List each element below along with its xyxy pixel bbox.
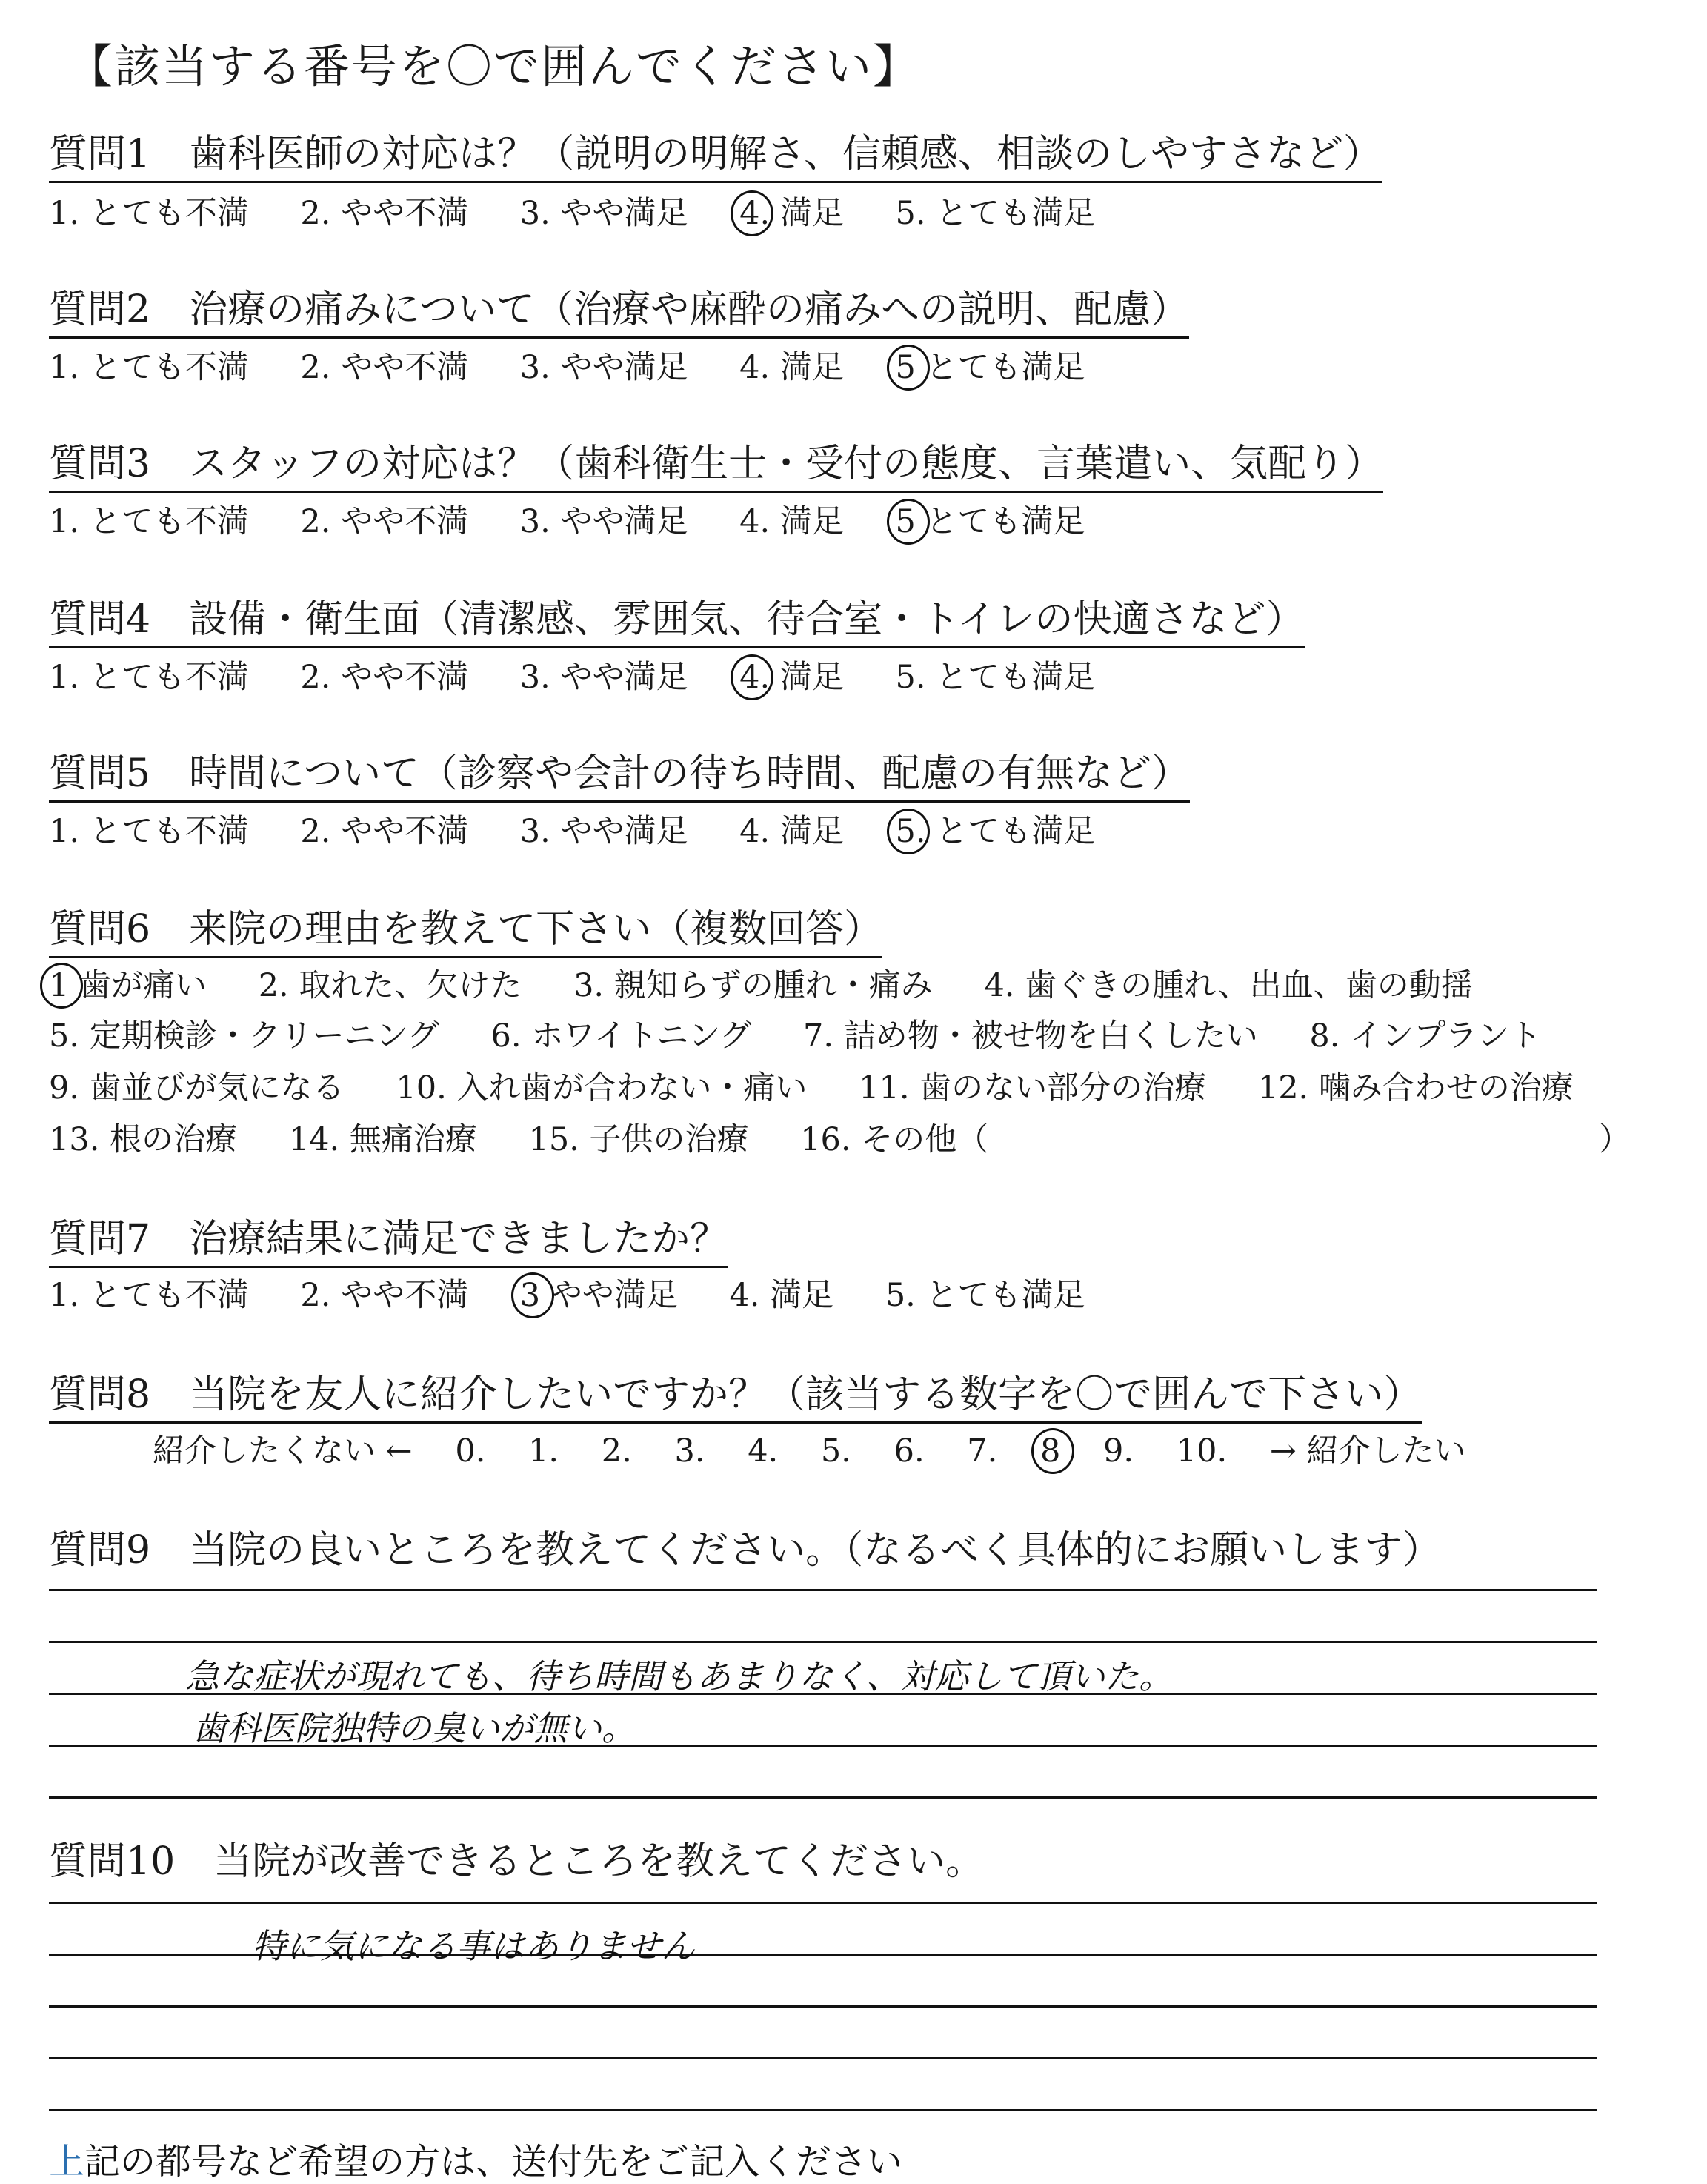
question-6-heading: 質問6 来院の理由を教えて下さい（複数回答） — [49, 907, 882, 958]
q2-option-4[interactable]: 4. 満足 — [739, 349, 844, 386]
q8-value-4[interactable]: 4. — [748, 1433, 779, 1470]
q6-option-1-circled[interactable]: 1 歯が痛い — [49, 967, 207, 1004]
q5-option-5-circled[interactable]: 5. とても満足 — [895, 813, 1096, 850]
q9-handwritten-answer-2: 歯科医院独特の臭いが無い。 — [193, 1708, 636, 1748]
question-1-options — [49, 194, 1137, 233]
q1-option-2[interactable]: 2. やや不満 — [300, 195, 469, 232]
question-2-heading: 質問2 治療の痛みについて（治療や麻酔の痛みへの説明、配慮） — [49, 288, 1189, 339]
question-7-options — [49, 1276, 1127, 1315]
q4-option-2[interactable]: 2. やや不満 — [300, 659, 469, 696]
q8-value-6[interactable]: 6. — [894, 1433, 925, 1470]
q10-answer-line-3 — [49, 2005, 1597, 2008]
q3-option-1[interactable]: 1. とても不満 — [49, 503, 249, 540]
q2-option-2[interactable]: 2. やや不満 — [300, 349, 469, 386]
q8-value-7[interactable]: 7. — [967, 1433, 998, 1470]
question-6-options-row-2 — [49, 1017, 1583, 1055]
question-8-heading: 質問8 当院を友人に紹介したいですか？（該当する数字を〇で囲んで下さい） — [49, 1373, 1422, 1424]
question-1-heading: 質問1 歯科医師の対応は？（説明の明解さ、信頼感、相談のしやすさなど） — [49, 132, 1382, 183]
question-4-options — [49, 658, 1137, 697]
q6-option-4[interactable]: 4. 歯ぐきの腫れ、出血、歯の動揺 — [984, 967, 1473, 1004]
q5-option-3[interactable]: 3. やや満足 — [519, 813, 688, 850]
q7-option-4[interactable]: 4. 満足 — [729, 1277, 834, 1314]
q10-answer-line-4 — [49, 2057, 1597, 2059]
q6-option-15[interactable]: 15. 子供の治療 — [528, 1121, 749, 1158]
q8-value-5[interactable]: 5. — [820, 1433, 851, 1470]
q8-value-9[interactable]: 9. — [1103, 1433, 1134, 1470]
q2-option-5-circled[interactable]: 5 とても満足 — [895, 349, 1085, 386]
question-3-options — [49, 502, 1127, 541]
q1-option-1[interactable]: 1. とても不満 — [49, 195, 249, 232]
q1-option-3[interactable]: 3. やや満足 — [519, 195, 688, 232]
q10-answer-line-5 — [49, 2109, 1597, 2111]
q3-option-3[interactable]: 3. やや満足 — [519, 503, 688, 540]
q8-value-8-circled[interactable]: 8 — [1040, 1433, 1061, 1470]
footer-mark: 上 — [49, 2141, 85, 2183]
q3-option-4[interactable]: 4. 満足 — [739, 503, 844, 540]
q5-option-2[interactable]: 2. やや不満 — [300, 813, 469, 850]
q5-option-4[interactable]: 4. 満足 — [739, 813, 844, 850]
q8-right-label: → 紹介したい — [1269, 1433, 1466, 1470]
q7-option-5[interactable]: 5. とても満足 — [885, 1277, 1085, 1314]
question-5-heading: 質問5 時間について（診察や会計の待ち時間、配慮の有無など） — [49, 751, 1190, 803]
q1-option-5[interactable]: 5. とても満足 — [895, 195, 1096, 232]
question-9-heading: 質問9 当院の良いところを教えてください。（なるべく具体的にお願いします） — [49, 1528, 1442, 1573]
q2-option-3[interactable]: 3. やや満足 — [519, 349, 688, 386]
question-6-options-row-1 — [49, 966, 1514, 1005]
question-5-options — [49, 812, 1137, 851]
q6-option-10[interactable]: 10. 入れ歯が合わない・痛い — [396, 1069, 808, 1106]
q4-option-3[interactable]: 3. やや満足 — [519, 659, 688, 696]
q6-option-11[interactable]: 11. 歯のない部分の治療 — [859, 1069, 1207, 1106]
q2-option-1[interactable]: 1. とても不満 — [49, 349, 249, 386]
question-6-options-row-4 — [49, 1121, 1030, 1159]
q6-option-5[interactable]: 5. 定期検診・クリーニング — [49, 1018, 439, 1055]
footer-text: 記の都号など希望の方は、送付先をご記入ください — [84, 2141, 903, 2183]
q6-option-2[interactable]: 2. 取れた、欠けた — [258, 967, 522, 1004]
q6-option-6[interactable]: 6. ホワイトニング — [490, 1018, 752, 1055]
q6-option-12[interactable]: 12. 噛み合わせの治療 — [1257, 1069, 1574, 1106]
q6-option-13[interactable]: 13. 根の治療 — [49, 1121, 238, 1158]
question-10-heading: 質問10 当院が改善できるところを教えてください。 — [49, 1839, 985, 1884]
q6-option-7[interactable]: 7. 詰め物・被せ物を白くしたい — [803, 1018, 1258, 1055]
question-4-heading: 質問4 設備・衛生面（清潔感、雰囲気、待合室・トイレの快適さなど） — [49, 597, 1305, 648]
q10-answer-line-1 — [49, 1902, 1597, 1904]
q9-handwritten-answer-1: 急な症状が現れても、待ち時間もあまりなく、対応して頂いた。 — [185, 1656, 1174, 1696]
q5-option-1[interactable]: 1. とても不満 — [49, 813, 249, 850]
q8-value-0[interactable]: 0. — [455, 1433, 486, 1470]
q6-option-9[interactable]: 9. 歯並びが気になる — [49, 1069, 345, 1106]
q10-handwritten-answer-1: 特に気になる事はありません — [252, 1926, 695, 1966]
q8-value-2[interactable]: 2. — [601, 1433, 632, 1470]
q9-answer-line-2 — [49, 1641, 1597, 1643]
q1-option-4-circled[interactable]: 4. 満足 — [739, 195, 844, 232]
q4-option-4-circled[interactable]: 4. 満足 — [739, 659, 844, 696]
q9-answer-line-1 — [49, 1589, 1597, 1591]
question-6-options-row-3 — [49, 1069, 1615, 1107]
q8-value-1[interactable]: 1. — [528, 1433, 559, 1470]
q4-option-5[interactable]: 5. とても満足 — [895, 659, 1096, 696]
q6-option-14[interactable]: 14. 無痛治療 — [288, 1121, 477, 1158]
question-2-options — [49, 348, 1127, 387]
q3-option-2[interactable]: 2. やや不満 — [300, 503, 469, 540]
q3-option-5-circled[interactable]: 5 とても満足 — [895, 503, 1085, 540]
question-8-scale — [153, 1432, 1499, 1470]
q7-option-2[interactable]: 2. やや不満 — [300, 1277, 469, 1314]
q8-left-label: 紹介したくない ← — [153, 1433, 413, 1470]
q6-option-3[interactable]: 3. 親知らずの腫れ・痛み — [573, 967, 933, 1004]
page-title: 【該当する番号を〇で囲んでください】 — [67, 39, 921, 93]
question-3-heading: 質問3 スタッフの対応は？（歯科衛生士・受付の態度、言葉遣い、気配り） — [49, 442, 1383, 493]
question-7-heading: 質問7 治療結果に満足できましたか？ — [49, 1217, 728, 1268]
q7-option-3-circled[interactable]: 3 やや満足 — [519, 1277, 678, 1314]
q7-option-1[interactable]: 1. とても不満 — [49, 1277, 249, 1314]
q4-option-1[interactable]: 1. とても不満 — [49, 659, 249, 696]
q8-value-10[interactable]: 10. — [1176, 1433, 1228, 1470]
q6-option-8[interactable]: 8. インプラント — [1309, 1018, 1542, 1055]
q6-option-16[interactable]: 16. その他（ — [800, 1121, 989, 1158]
q8-value-3[interactable]: 3. — [674, 1433, 705, 1470]
q9-answer-line-5 — [49, 1796, 1597, 1799]
q6-other-close-paren: ） — [1599, 1121, 1631, 1158]
